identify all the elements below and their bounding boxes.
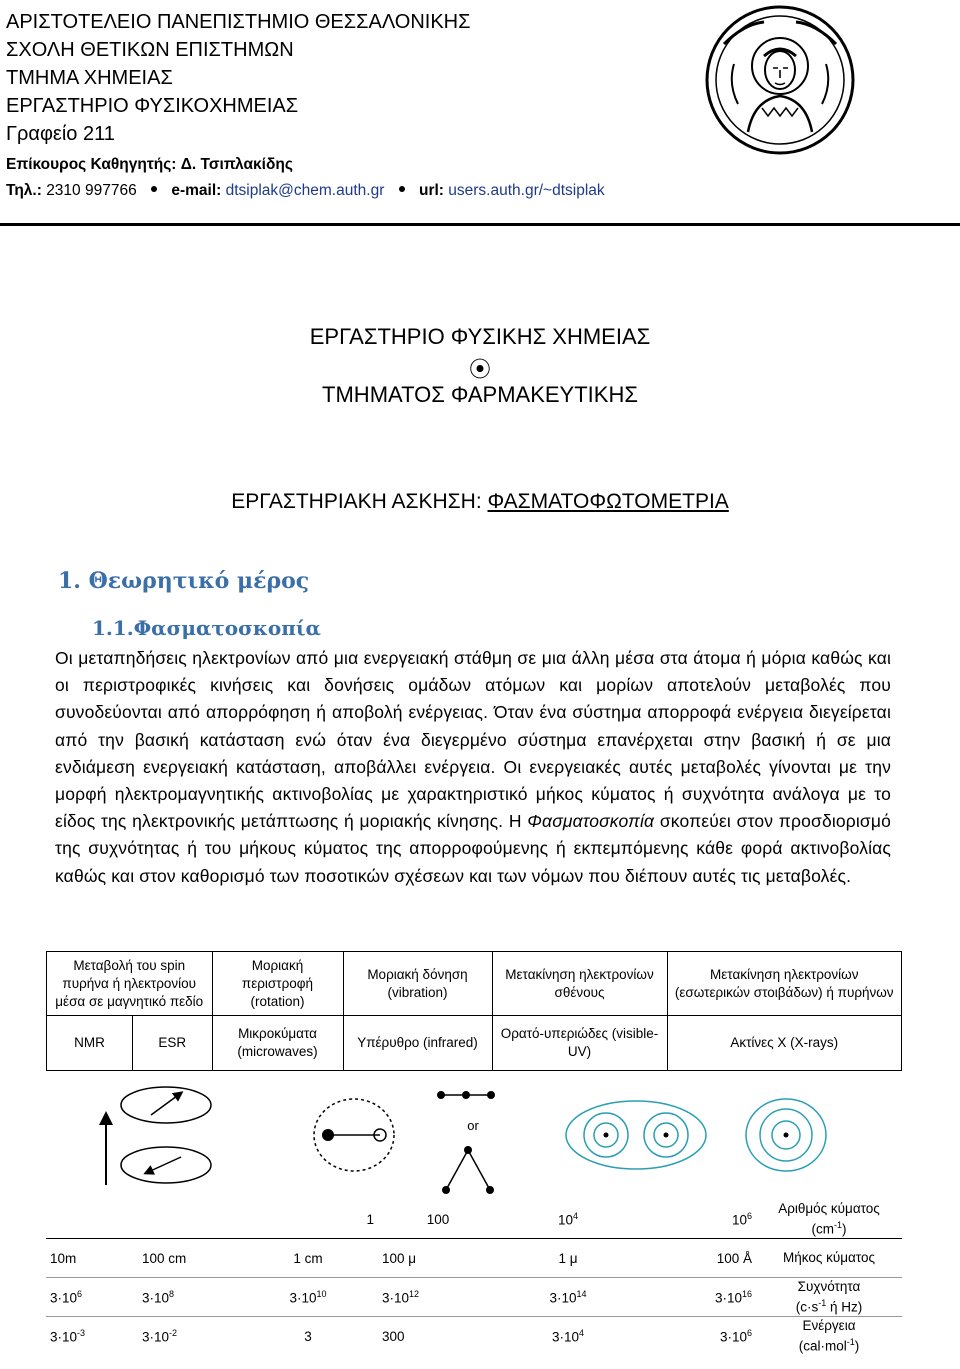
exponent: -1 [833,1219,842,1230]
energy-unit [756,1317,902,1356]
valence-orbit-diagram [566,1101,706,1169]
cell-valence: Μετακίνηση ηλεκτρονίων σθένους [492,952,667,1016]
url-label: url: [419,182,444,199]
exponent: 6 [746,1327,752,1338]
exercise-name: ΦΑΣΜΑΤΟΦΩΤΟΜΕΤΡΙΑ [487,490,729,513]
paragraph-text: Οι μεταπηδήσεις ηλεκτρονίων από μια ενεργειακή στάθμη σε μια άλλη μέσα στα άτομα ή μόρια καθώς και οι περιστροφικές κινήσεις και δονήσεις ομάδων ατόμων και μορίων αποτελούν μεταβολές που συνοδεύονται από απορρόφηση ή αποβολή ενέργειας. Όταν ένα σύστημα απορροφά ενέργεια διεγείρεται από την βασική κατάσταση ενώ όταν ένα διεγερμένο σύστημα επανέρχεται στην βασική ή σε μια ενδιάμεση ενεργειακή κατάσταση, αποβάλλει ενέργεια. Οι ενεργειακές αυτές μεταβολές γίνονται με την μορφή ηλεκτρομαγνητικής ακτινοβολίας με χαρακτηριστικό μήκος κύματος ή συχνότητα ανάλογα με το είδος της ηλεκτρονικής μετάπτωσης ή μοριακής κίνησης. Η [55,648,891,832]
wavenumber-1: 1 [366,1211,374,1227]
frequency-cell [46,1278,138,1317]
cell-nmr: NMR [47,1016,133,1071]
office-number: Γραφείο 211 [6,123,115,145]
table-row [46,1200,902,1239]
section-heading: 1. Θεωρητικό μέρος [58,568,310,594]
vibration-diagram [437,1091,495,1194]
table-row [47,1016,902,1071]
wavelength-10m: 10m [46,1239,138,1278]
cell-xrays: Ακτίνες Χ (X-rays) [667,1016,902,1071]
mantissa: 3·10 [719,1329,747,1345]
exponent: 6 [746,1210,752,1221]
spectrum-scale-table [46,1200,902,1355]
phone-number: 2310 997766 [46,182,137,199]
department-title: ΤΜΗΜΑΤΟΣ ΦΑΡΜΑΚΕΥΤΙΚΗΣ [322,382,638,407]
wavelength-1mu: 1 μ [498,1239,638,1278]
wavelength-1cm: 1 cm [238,1239,378,1278]
exponent: 10 [316,1288,327,1299]
table-row [47,952,902,1016]
body-paragraph [55,645,891,890]
exercise-title [0,490,960,514]
unit-label: Συχνότητα [797,1278,861,1294]
cell-visuv: Ορατό-υπεριώδες (visible-UV) [492,1016,667,1071]
mantissa: 3·10 [142,1290,170,1306]
core-orbit-diagram [746,1099,826,1171]
bullet-icon [399,186,405,192]
rotation-diagram [314,1099,394,1171]
exponent: 4 [579,1327,585,1338]
unit-label: Ενέργεια [802,1317,856,1333]
frequency-cell [638,1278,756,1317]
frequency-unit [756,1278,902,1317]
wavenumber-1e6: 10 [731,1212,747,1228]
professor-label: Επίκουρος Καθηγητής: [6,156,177,173]
letterhead [6,8,605,204]
mantissa: 3·10 [714,1290,742,1306]
energy-cell: 300 [378,1317,498,1356]
wavenumber-100: 100 [426,1211,450,1227]
exponent: 14 [576,1288,587,1299]
exponent: -2 [169,1327,178,1338]
exponent: -3 [77,1327,86,1338]
exponent: 16 [741,1288,752,1299]
lab-name: ΕΡΓΑΣΤΗΡΙΟ ΦΥΣΙΚΟΧΗΜΕΙΑΣ [6,95,299,117]
professor-line [6,152,605,178]
email-label: e-mail: [171,182,222,199]
mantissa: 3·10 [50,1329,78,1345]
exercise-label: ΕΡΓΑΣΤΗΡΙΑΚΗ ΑΣΚΗΣΗ: [231,490,482,513]
wavenumber-1e4: 10 [557,1212,573,1228]
wavelength-100A: 100 Å [638,1239,756,1278]
exponent: 12 [409,1288,420,1299]
separator-symbol-icon: ⦿ [468,357,491,382]
spectrum-regions-table [46,951,902,1071]
unit-sub: (cm [811,1221,834,1237]
school-name: ΣΧΟΛΗ ΘΕΤΙΚΩΝ ΕΠΙΣΤΗΜΩΝ [6,39,294,61]
cell-rotation: Μοριακή περιστροφή (rotation) [212,952,343,1016]
university-seal-logo [704,4,856,156]
subsection-heading: 1.1.Φασματοσκοπία [92,616,321,640]
unit-sub: (c·s [795,1299,819,1315]
cell-infrared: Υπέρυθρο (infrared) [343,1016,492,1071]
professor-name: Δ. Τσιπλακίδης [180,156,293,173]
cell-esr: ESR [132,1016,212,1071]
paragraph-italic: Φασματοσκοπία [527,811,655,832]
energy-cell [638,1317,756,1356]
or-label: or [467,1118,479,1133]
table-row [46,1317,902,1356]
exponent: 8 [169,1288,175,1299]
wavelength-unit: Μήκος κύματος [756,1239,902,1278]
unit-end: ) [842,1221,847,1237]
exponent: -1 [846,1336,855,1347]
department-name: ΤΜΗΜΑ ΧΗΜΕΙΑΣ [6,67,173,89]
phone-label: Τηλ.: [6,182,42,199]
unit-label: Αριθμός κύματος [778,1200,880,1216]
energy-cell: 3 [238,1317,378,1356]
energy-cell [138,1317,238,1356]
unit-end: ή Hz) [826,1299,863,1315]
cell-vibration: Μοριακή δόνηση (vibration) [343,952,492,1016]
spin-flip-diagram [106,1087,211,1185]
frequency-cell [138,1278,238,1317]
url-link[interactable]: users.auth.gr/~dtsiplak [448,182,605,199]
wavenumber-unit [756,1200,902,1239]
mantissa: 3·10 [549,1290,577,1306]
cell-spin: Μεταβολή του spin πυρήνα ή ηλεκτρονίου μέσα σε μαγνητικό πεδίο [47,952,213,1016]
unit-end: ) [854,1338,860,1354]
bullet-icon [151,186,157,192]
email-link[interactable]: dtsiplak@chem.auth.gr [225,182,385,199]
transition-diagrams [46,1075,902,1195]
exponent: 4 [573,1210,579,1221]
mantissa: 3·10 [289,1290,317,1306]
exponent: -1 [818,1297,827,1308]
energy-cell [46,1317,138,1356]
university-name: ΑΡΙΣΤΟΤΕΛΕΙΟ ΠΑΝΕΠΙΣΤΗΜΙΟ ΘΕΣΣΑΛΟΝΙΚΗΣ [6,11,471,33]
paragraph-text-end: σκοπεύει στον προσδιορισμό της συχνότητας ή του μήκους κύματος της απορροφούμενης ή εκπεμπόμενης κάθε φορά ακτινοβολίας καθώς και στον καθορισμό των ποσοτικών σχέσεων και των νόμων που διέπουν αυτές τις μεταβολές. [55,811,891,886]
frequency-cell [498,1278,638,1317]
cell-microwaves: Μικροκύματα (microwaves) [212,1016,343,1071]
mantissa: 3·10 [382,1290,410,1306]
mantissa: 3·10 [142,1329,170,1345]
frequency-cell [238,1278,378,1317]
exponent: 6 [77,1288,83,1299]
mantissa: 3·10 [551,1329,579,1345]
lab-title: ΕΡΓΑΣΤΗΡΙΟ ΦΥΣΙΚΗΣ ΧΗΜΕΙΑΣ [309,324,651,349]
energy-cell [498,1317,638,1356]
frequency-cell [378,1278,498,1317]
table-row [46,1278,902,1317]
contact-line [6,178,605,204]
header-divider [0,223,960,226]
cell-core: Μετακίνηση ηλεκτρονίων (εσωτερικών στοιβάδων) ή πυρήνων [667,952,902,1016]
wavelength-100mu: 100 μ [378,1239,498,1278]
mantissa: 3·10 [50,1290,78,1306]
wavelength-100cm: 100 cm [138,1239,238,1278]
table-row [46,1239,902,1278]
unit-sub: (cal·mol [798,1338,847,1354]
